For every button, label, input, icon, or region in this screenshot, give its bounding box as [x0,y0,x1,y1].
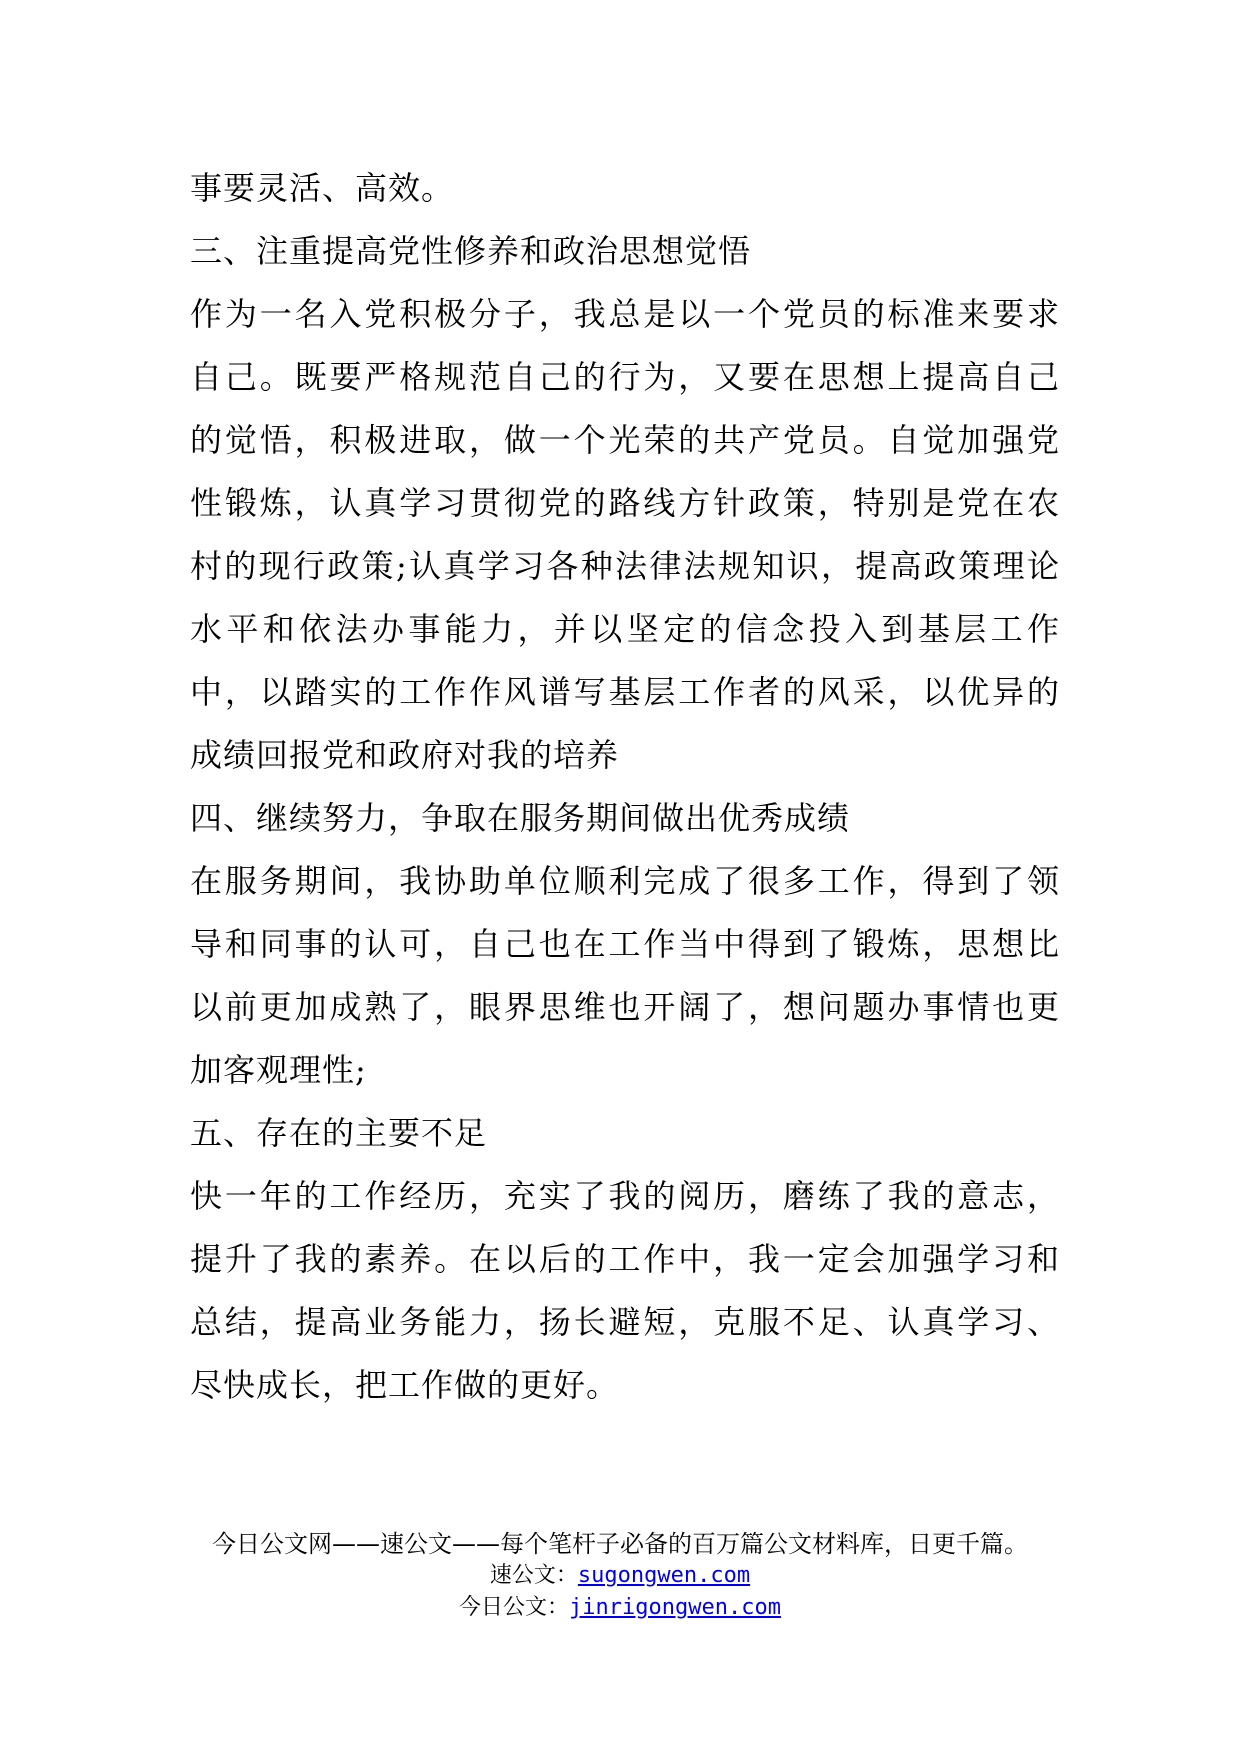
jinrigongwen-link[interactable]: jinrigongwen.com [569,1595,781,1620]
text-line: 中，以踏实的工作作风谱写基层工作者的风采，以优异的 [190,673,1060,711]
section-heading-4: 四、继续努力，争取在服务期间做出优秀成绩 [190,799,851,837]
text-line: 性锻炼，认真学习贯彻党的路线方针政策，特别是党在农 [190,484,1060,522]
text-line: 水平和依法办事能力，并以坚定的信念投入到基层工作 [190,610,1060,648]
text-line: 事要灵活、高效。 [190,169,455,207]
text-line: 成绩回报党和政府对我的培养 [190,736,620,774]
text-line: 加客观理性; [190,1051,367,1089]
text-line: 导和同事的认可，自己也在工作当中得到了锻炼，思想比 [190,925,1060,963]
text-line: 以前更加成熟了，眼界思维也开阔了，想问题办事情也更 [190,988,1060,1026]
footer-link-label: 速公文： [489,1563,578,1588]
footer-slogan: 今日公文网——速公文——每个笔杆子必备的百万篇公文材料库，日更千篇。 [212,1530,1028,1558]
text-line: 提升了我的素养。在以后的工作中，我一定会加强学习和 [190,1240,1060,1278]
text-line: 快一年的工作经历，充实了我的阅历，磨练了我的意志， [190,1177,1060,1215]
text-line: 作为一名入党积极分子，我总是以一个党员的标准来要求 [190,295,1060,333]
text-line: 在服务期间，我协助单位顺利完成了很多工作，得到了领 [190,862,1060,900]
text-line: 尽快成长，把工作做的更好。 [190,1366,620,1404]
text-line: 的觉悟，积极进取，做一个光荣的共产党员。自觉加强党 [190,421,1060,459]
footer-link-row-sugongwen [0,1561,1240,1591]
sugongwen-link[interactable]: sugongwen.com [577,1563,751,1588]
document-body [190,157,1060,1417]
text-line: 村的现行政策;认真学习各种法律法规知识，提高政策理论 [190,547,1060,585]
section-heading-3: 三、注重提高党性修养和政治思想觉悟 [190,232,752,270]
section-heading-5: 五、存在的主要不足 [190,1114,488,1152]
text-line: 自己。既要严格规范自己的行为，又要在思想上提高自己 [190,358,1060,396]
footer-link-label: 今日公文： [459,1595,570,1620]
text-line: 总结，提高业务能力，扬长避短，克服不足、认真学习、 [190,1303,1060,1341]
footer-link-row-jinrigongwen [0,1593,1240,1623]
